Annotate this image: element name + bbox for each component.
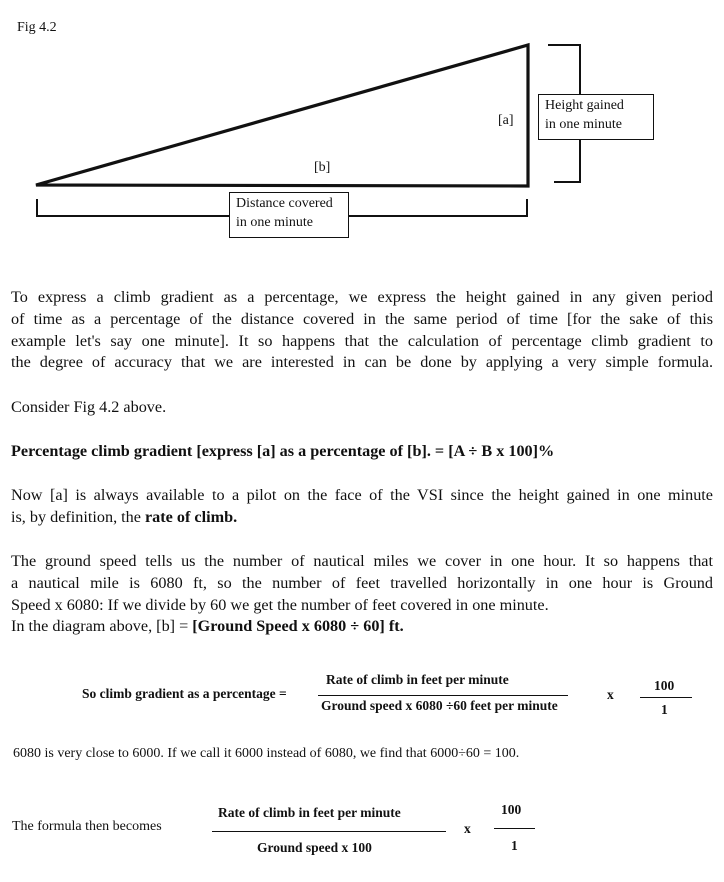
distance-box-line2: in one minute [236, 215, 313, 230]
formula2-frac-num: 100 [501, 802, 522, 817]
formula2-frac-den: 1 [511, 838, 518, 853]
distance-box-line1: Distance covered [236, 196, 333, 211]
formula1-fraction-bar [318, 695, 568, 696]
percentage-formula-text: Percentage climb gradient [express [a] as a percentage of [b]. = [A ÷ B x 100]% [11, 442, 555, 460]
formula1-times: x [607, 687, 614, 702]
height-box-line1: Height gained [545, 98, 624, 113]
label-a: [a] [498, 113, 514, 128]
formula1-denominator: Ground speed x 6080 ÷60 feet per minute [321, 698, 558, 713]
vsi-paragraph [11, 485, 713, 529]
approximation-text: 6080 is very close to 6000. If we call it 6000 instead of 6080, we find that 6000÷60 = 100. [13, 746, 520, 761]
rate-of-climb-term: rate of climb. [144, 507, 238, 526]
figure-label: Fig 4.2 [17, 20, 57, 35]
label-b: [b] [314, 160, 331, 175]
vsi-line-2 [11, 507, 713, 529]
ground-speed-line-3: Speed x 6080: If we divide by 60 we get the number of feet covered in one minute. [11, 595, 549, 614]
formula2-lhs: The formula then becomes [12, 819, 162, 834]
formula1-lhs: So climb gradient as a percentage = [82, 686, 287, 701]
height-gained-box [538, 94, 654, 140]
vsi-line-1: Now [a] is always available to a pilot on the face of the VSI since the height gained in one minute [11, 486, 713, 504]
ground-speed-line-4-text: In the diagram above, [b] = [11, 617, 193, 636]
ground-speed-paragraph [11, 551, 713, 638]
b-definition: [Ground Speed x 6080 ÷ 60] ft. [192, 617, 404, 636]
vsi-line-2-text: is, by definition, the [11, 507, 145, 526]
climb-triangle [36, 45, 528, 186]
ground-speed-line-4 [11, 616, 713, 638]
intro-line-2: of time as a percentage of the distance covered in the same period of time [for the sake of this [11, 309, 713, 328]
intro-line-3: example let's say one minute]. It so happens that the calculation of percentage climb gradient to [11, 331, 713, 350]
distance-covered-box [229, 192, 349, 238]
intro-line-4: the degree of accuracy that we are interested in can be done by applying a very simple formula. [11, 353, 713, 372]
formula2-denominator: Ground speed x 100 [257, 840, 372, 855]
ground-speed-line-1: The ground speed tells us the number of nautical miles we cover in one hour. It so happens that [11, 552, 713, 570]
formula2-numerator: Rate of climb in feet per minute [218, 805, 401, 820]
formula2-small-fraction-bar [494, 828, 535, 829]
intro-paragraph [11, 287, 713, 374]
formula1-frac-den: 1 [661, 702, 668, 717]
formula2-fraction-bar [212, 831, 446, 832]
consider-text: Consider Fig 4.2 above. [11, 398, 167, 416]
intro-line-1: To express a climb gradient as a percentage, we express the height gained in any given period [11, 288, 713, 306]
formula1-frac-num: 100 [654, 678, 675, 693]
formula1-numerator: Rate of climb in feet per minute [326, 672, 509, 687]
ground-speed-line-2: a nautical mile is 6080 ft, so the number of feet travelled horizontally in one hour is Ground [11, 573, 713, 592]
height-box-line2: in one minute [545, 117, 622, 132]
formula2-times: x [464, 821, 471, 836]
formula1-small-fraction-bar [640, 697, 692, 698]
